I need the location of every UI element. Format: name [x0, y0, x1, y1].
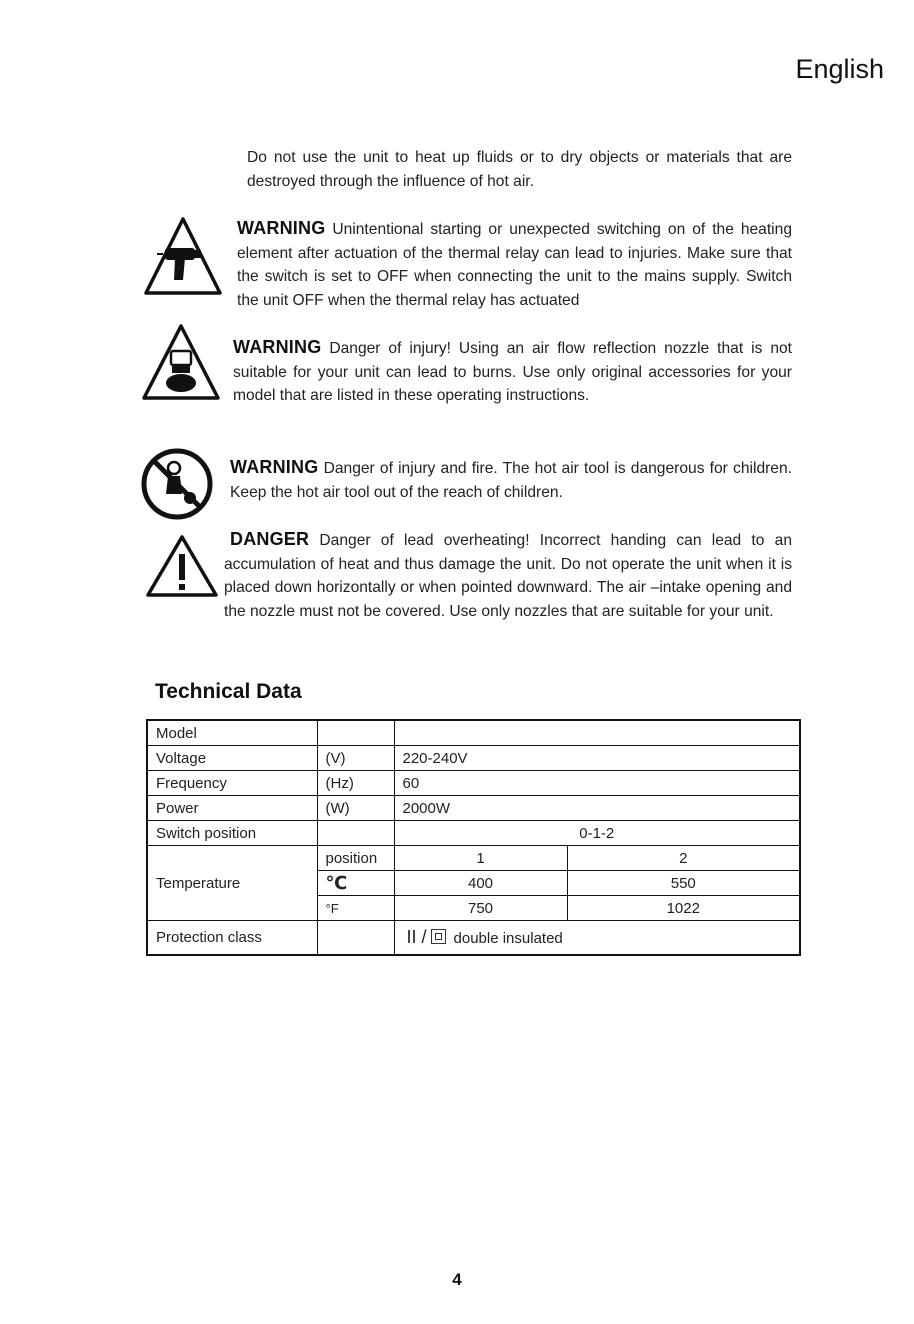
table-row [147, 771, 800, 796]
warning-text: Danger of injury and fire. The hot air tool is dangerous for children. Keep the hot air tool out of the reach of children. [230, 460, 792, 501]
protection-class-value [394, 921, 800, 955]
row-label: Voltage [147, 746, 317, 771]
page-number: 4 [452, 1270, 462, 1289]
fahrenheit-position-2: 1022 [567, 896, 800, 921]
celsius-position-1: 400 [394, 871, 567, 896]
row-unit [317, 821, 394, 846]
fahrenheit-position-1: 750 [394, 896, 567, 921]
protection-class-symbol: II / [406, 926, 427, 947]
position-1: 1 [394, 846, 567, 871]
danger-text: Danger of lead overheating! Incorrect handing can lead to an accumulation of heat and thus damage the unit. Do not operate the unit when it is placed down horizontally or when pointed downward. The air –intake opening and the nozzle must not be covered. Use only nozzles that are suitable for your unit. [224, 532, 792, 620]
warning-notice-3 [230, 456, 792, 504]
row-label: Model [147, 720, 317, 746]
row-label: Protection class [147, 921, 317, 955]
row-value: 220-240V [394, 746, 800, 771]
position-2: 2 [567, 846, 800, 871]
table-row [147, 821, 800, 846]
row-value: 2000W [394, 796, 800, 821]
row-label: Temperature [147, 846, 317, 921]
fahrenheit-unit: °F [317, 896, 394, 921]
celsius-position-2: 550 [567, 871, 800, 896]
warning-notice-2 [233, 336, 792, 408]
technical-data-table [146, 719, 801, 956]
warning-nozzle-icon [141, 323, 221, 401]
row-unit [317, 720, 394, 746]
protection-class-text: double insulated [453, 929, 563, 947]
warning-keyword: WARNING [237, 218, 326, 238]
warning-notice-1 [237, 217, 792, 312]
danger-notice [224, 528, 792, 623]
table-row [147, 796, 800, 821]
row-unit: (W) [317, 796, 394, 821]
no-children-icon [138, 446, 216, 522]
row-label: Switch position [147, 821, 317, 846]
row-value: 0-1-2 [394, 821, 800, 846]
celsius-unit: ℃ [317, 871, 394, 896]
row-label: Frequency [147, 771, 317, 796]
double-insulation-icon [431, 929, 446, 944]
row-value [394, 720, 800, 746]
warning-keyword: WARNING [233, 337, 322, 357]
warning-heat-gun-icon [143, 216, 223, 296]
row-unit: position [317, 846, 394, 871]
intro-paragraph: Do not use the unit to heat up fluids or to dry objects or materials that are destroyed through the influence of hot air. [247, 149, 792, 190]
general-danger-icon [145, 534, 219, 598]
row-unit: (V) [317, 746, 394, 771]
row-value: 60 [394, 771, 800, 796]
warning-keyword: WARNING [230, 457, 319, 477]
row-unit [317, 921, 394, 955]
warning-text: Unintentional starting or unexpected switching on of the heating element after actuation of the thermal relay can lead to injuries. Make sure that the switch is set to OFF when connecting the unit to the mains supply. Switch the unit OFF when the thermal relay has actuated [237, 221, 792, 309]
table-row [147, 746, 800, 771]
row-label: Power [147, 796, 317, 821]
table-row [147, 846, 800, 871]
row-unit: (Hz) [317, 771, 394, 796]
warning-text: Danger of injury! Using an air flow reflection nozzle that is not suitable for your unit can lead to burns. Use only original accessories for your model that are listed in these operating instructions. [233, 340, 792, 404]
danger-keyword: DANGER [230, 529, 310, 549]
language-label: English [795, 54, 884, 84]
technical-data-title: Technical Data [155, 680, 302, 703]
table-row [147, 720, 800, 746]
table-row [147, 921, 800, 955]
